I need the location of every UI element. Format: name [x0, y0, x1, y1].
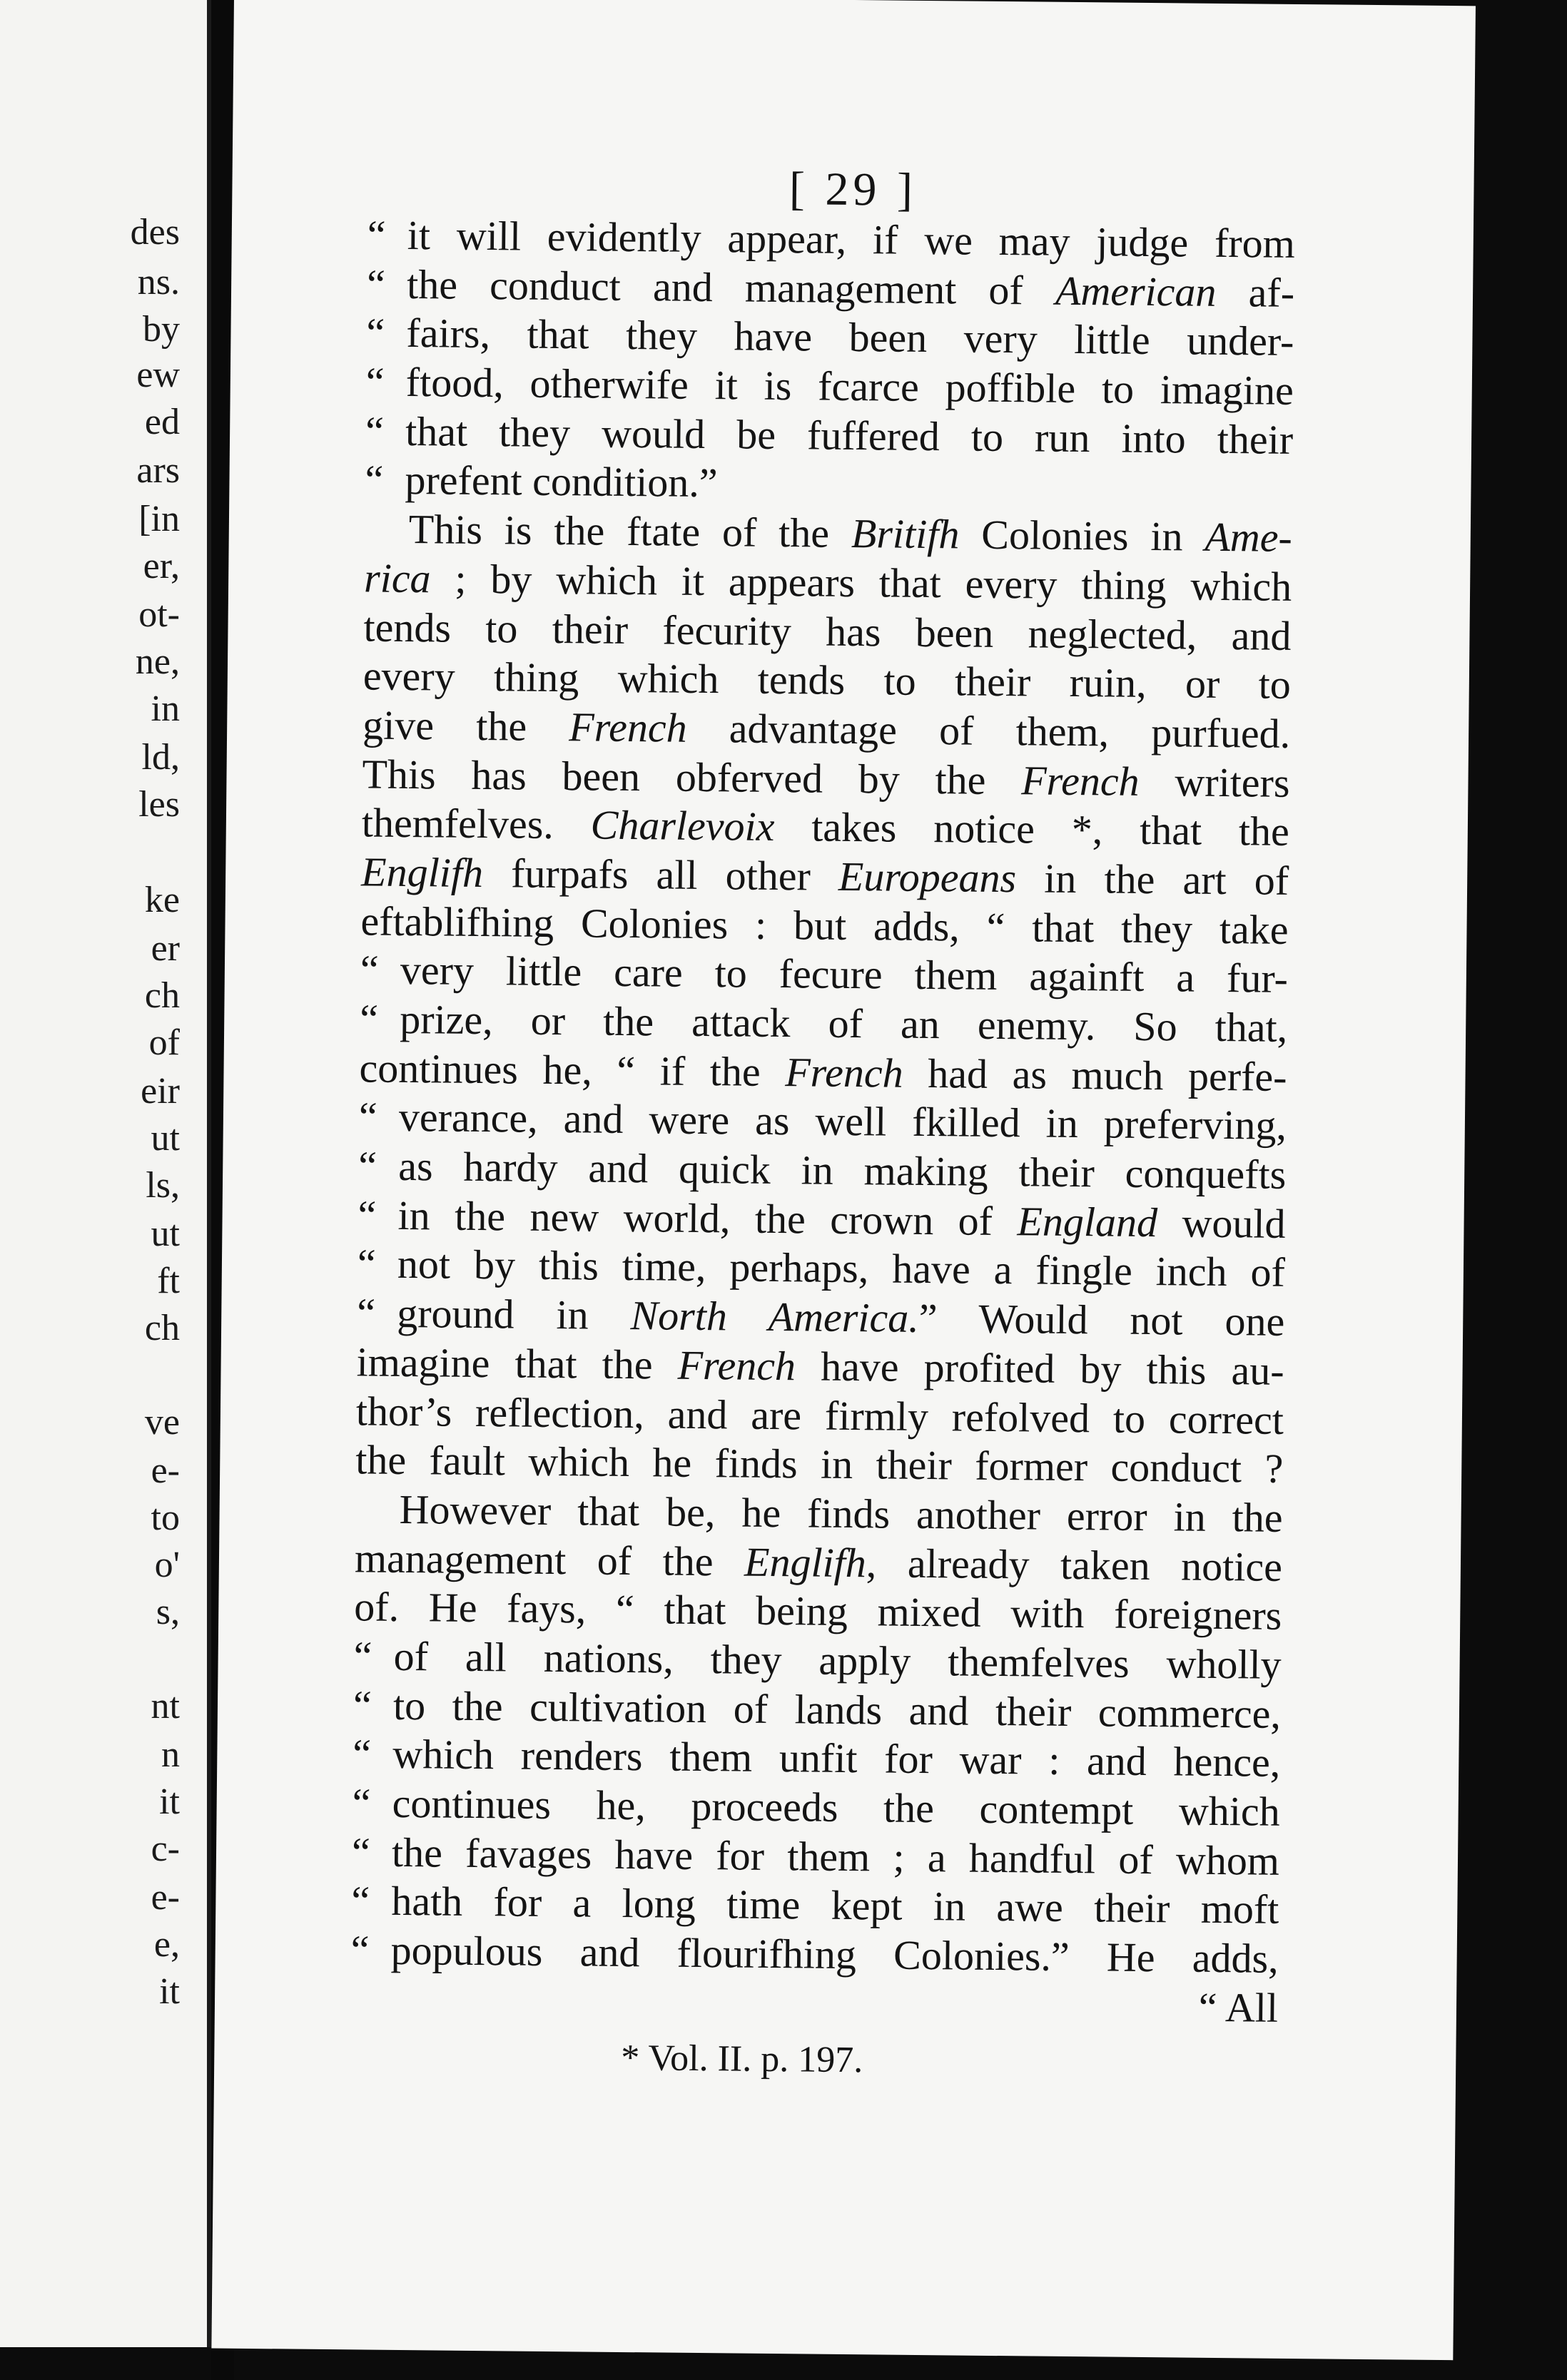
catchword: “ All — [1198, 1983, 1279, 2031]
quote-mark: “ — [358, 1093, 378, 1141]
quote-mark: “ — [356, 1289, 376, 1336]
left-page-fragment: ns. — [137, 262, 180, 302]
text-line: rica ; by which it appears that every thing which — [363, 554, 1292, 610]
footnote: * Vol. II. p. 197. — [621, 2037, 863, 2081]
quote-mark: “ — [357, 1240, 377, 1288]
left-page-fragment: er — [151, 928, 180, 969]
quote-mark: “ — [357, 1191, 377, 1239]
quote-mark: “ — [365, 407, 385, 454]
quote-mark: “ — [366, 309, 385, 357]
text-line: give the French advantage of them, purfued. — [362, 701, 1291, 757]
left-page-fragment: e- — [151, 1450, 180, 1491]
text-line: “ as hardy and quick in making their conquefts — [357, 1142, 1287, 1198]
text-line: “ hath for a long time kept in awe their moft — [351, 1877, 1279, 1933]
text-line: “ to the cultivation of lands and their commerce, — [353, 1681, 1282, 1737]
left-page-fragment: ch — [144, 975, 180, 1016]
text-line: “ of all nations, they apply themfelves wholly — [353, 1632, 1282, 1688]
left-page-fragment: it — [159, 1781, 180, 1822]
text-line: “ it will evidently appear, if we may judge from — [367, 211, 1296, 267]
left-page-fragment: nt — [151, 1686, 180, 1726]
text-line: Englifh furpafs all other Europeans in the art of — [360, 848, 1289, 904]
left-page-fragment: ne, — [135, 641, 180, 682]
text-line: “ the favages have for them ; a handful of whom — [351, 1829, 1280, 1884]
text-line: “ not by this time, perhaps, have a fingle inch of — [357, 1240, 1286, 1296]
left-page-fragment: ch — [144, 1308, 180, 1348]
text-line: “ which renders them unfit for war : and hence, — [353, 1730, 1281, 1786]
text-line: tends to their fecurity has been neglected, and — [363, 603, 1292, 659]
text-line: eftablifhing Colonies : but adds, “ that they take — [360, 897, 1289, 953]
left-page-fragment: ke — [144, 880, 180, 920]
left-page-fragment: les — [138, 784, 180, 825]
text-line: “ populous and flourifhing Colonies.” He adds, — [350, 1926, 1279, 1982]
quote-mark: “ — [353, 1681, 372, 1729]
left-page-fragment: des — [130, 212, 180, 253]
text-line: “ very little care to fecure them againft a fur- — [360, 946, 1289, 1002]
text-line: every thing which tends to their ruin, or to — [362, 652, 1292, 708]
left-page-fragment: ve — [144, 1402, 180, 1443]
left-page-fragment: in — [151, 688, 180, 729]
text-line: continues he, “ if the French had as much perfe- — [359, 1044, 1287, 1100]
quote-mark: “ — [367, 211, 386, 258]
left-page-fragment: n — [161, 1734, 180, 1775]
quote-mark: “ — [360, 946, 379, 993]
quote-mark: “ — [365, 358, 385, 405]
left-page-fragment: ars — [136, 450, 180, 491]
text-line: This is the ftate of the Britifh Colonies in Ame- — [408, 506, 1293, 561]
left-page-fragment: ed — [144, 402, 180, 442]
quote-mark: “ — [350, 1926, 370, 1973]
text-line: “ verance, and were as well fkilled in preferving, — [358, 1093, 1287, 1149]
text-line: However that be, he finds another error in the — [399, 1485, 1283, 1541]
quote-mark: “ — [351, 1877, 370, 1924]
text-line: management of the Englifh, already taken notice — [354, 1534, 1283, 1590]
quote-mark: “ — [353, 1730, 372, 1777]
text-line: “ ftood, otherwife it is fcarce poffible to imagine — [365, 358, 1294, 414]
left-page-fragment: eir — [141, 1071, 180, 1112]
left-page-fragment: e, — [153, 1924, 180, 1965]
quote-mark: “ — [353, 1632, 372, 1679]
left-page-fragment: s, — [156, 1592, 180, 1632]
text-line: the fault which he finds in their former conduct ? — [355, 1436, 1284, 1492]
quote-mark: “ — [352, 1779, 371, 1826]
left-page-fragment: er, — [143, 546, 180, 586]
book-page — [211, 0, 1476, 2360]
left-page-fragment: of — [148, 1022, 180, 1063]
text-line: of. He fays, “ that being mixed with foreigners — [354, 1583, 1282, 1639]
left-page-fragment: by — [143, 309, 180, 350]
text-line: This has been obferved by the French writers — [362, 750, 1290, 806]
text-line: themfelves. Charlevoix takes notice *, that the — [361, 799, 1290, 855]
quote-mark: “ — [357, 1142, 377, 1189]
left-page-fragment: [in — [138, 499, 180, 539]
quote-mark: “ — [351, 1829, 371, 1876]
page-number: [ 29 ] — [788, 163, 918, 216]
left-page-fragment: ot- — [138, 594, 180, 635]
left-page-fragment: o' — [154, 1545, 180, 1585]
text-line: “ the conduct and management of American af- — [366, 260, 1295, 316]
left-page-fragment: ew — [136, 355, 180, 395]
text-line: “ prize, or the attack of an enemy. So that, — [359, 995, 1288, 1051]
left-page-fragment: to — [151, 1497, 180, 1538]
text-line: “ in the new world, the crown of England would — [357, 1191, 1286, 1247]
left-page-fragment: ut — [151, 1214, 180, 1254]
text-line: imagine that the French have profited by this au- — [356, 1338, 1284, 1394]
left-page-fragment: ut — [151, 1118, 180, 1159]
body-text — [350, 210, 1295, 2033]
text-line: thor’s reflection, and are firmly refolved to correct — [355, 1387, 1284, 1443]
left-page-fragment: ls, — [146, 1165, 180, 1206]
text-line: “ that they would be fuffered to run into their — [365, 407, 1294, 463]
left-page-fragment: e- — [151, 1877, 180, 1918]
quote-mark: “ — [365, 456, 384, 504]
left-page-edge — [0, 0, 211, 2347]
left-page-fragment: ft — [157, 1261, 180, 1301]
left-page-fragment: ld, — [141, 737, 180, 778]
left-page-fragment: c- — [151, 1829, 180, 1869]
text-line: “ prefent condition.” — [365, 456, 718, 507]
text-line: “ continues he, proceeds the contempt which — [352, 1779, 1280, 1835]
text-line: “ ground in North America.” Would not one — [356, 1289, 1285, 1345]
quote-mark: “ — [366, 260, 386, 307]
text-line: “ fairs, that they have been very little under- — [366, 309, 1294, 365]
quote-mark: “ — [359, 995, 379, 1042]
left-page-fragment: it — [159, 1971, 180, 2012]
